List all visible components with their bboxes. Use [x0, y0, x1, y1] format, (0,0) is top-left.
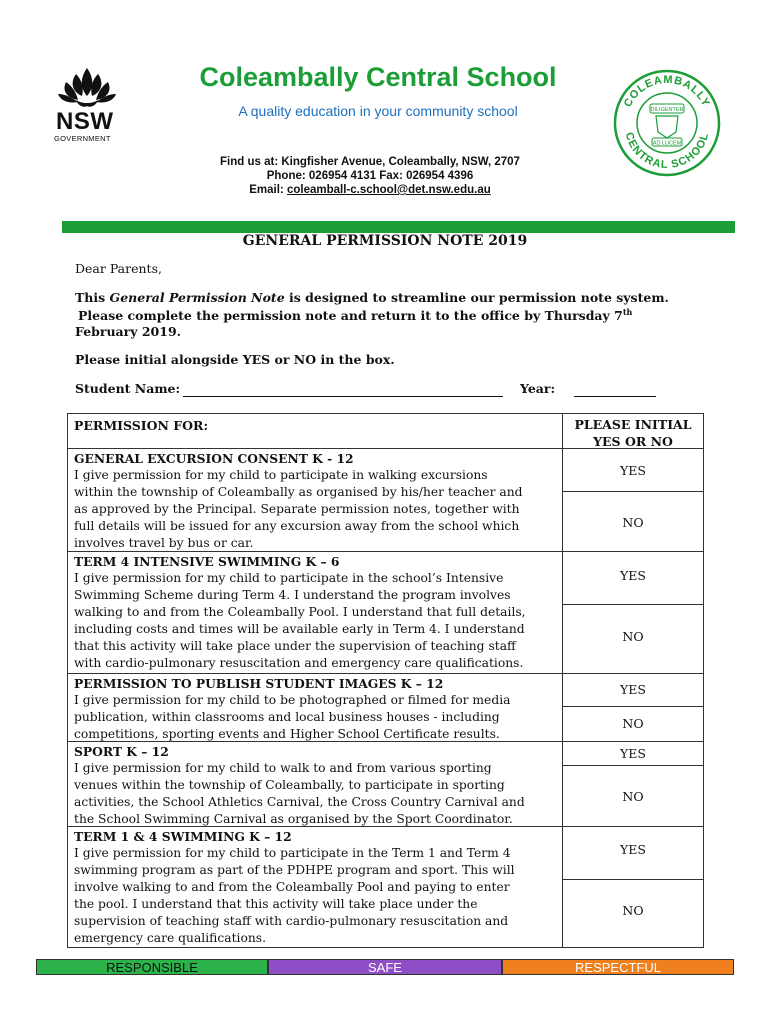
deadline-superscript: th	[622, 307, 633, 317]
initial-instruction: Please initial alongside YES or NO in the box.	[75, 352, 395, 367]
intro-paragraph-2	[78, 307, 632, 323]
row-line: involve walking to and from the Coleambally Pool and paying to enter	[74, 880, 510, 894]
permission-row-general-excursion	[74, 450, 556, 552]
yes-box[interactable]: YES	[620, 568, 646, 583]
student-name-label: Student Name:	[75, 381, 181, 396]
no-box[interactable]: NO	[622, 903, 644, 918]
no-box[interactable]: NO	[622, 515, 644, 530]
row-line: involves travel by bus or car.	[74, 536, 254, 550]
row-line: I give permission for my child to be photographed or filmed for media	[74, 693, 511, 707]
intro-text-end: is designed to streamline our permission note system.	[284, 290, 669, 305]
row-line: competitions, sporting events and Higher School Certificate results.	[74, 727, 500, 741]
row-line: publication, within classrooms and local business houses - including	[74, 710, 500, 724]
deadline-date: February 2019.	[75, 324, 181, 339]
crest-bottom-text: CENTRAL SCHOOL	[622, 131, 712, 172]
row-line: with cardio-pulmonary resuscitation and emergency care qualifications.	[74, 656, 524, 670]
row-line: swimming program as part of the PDHPE program and sport. This will	[74, 863, 515, 877]
email-label: Email:	[249, 184, 287, 196]
contact-email-line	[130, 184, 610, 196]
row-line: within the township of Coleambally as organised by his/her teacher and	[74, 485, 523, 499]
row-line: that this activity will take place under the supervision of teaching staff	[74, 639, 516, 653]
row-line: emergency care qualifications.	[74, 931, 267, 945]
no-box[interactable]: NO	[622, 629, 644, 644]
student-name-field[interactable]	[183, 396, 503, 397]
initial-column-header	[563, 416, 703, 450]
yes-box[interactable]: YES	[620, 746, 646, 761]
school-name: Coleambally Central School	[199, 62, 557, 92]
document-title: GENERAL PERMISSION NOTE 2019	[242, 233, 528, 249]
yes-box[interactable]: YES	[620, 682, 646, 697]
footer-respectful: RESPECTFUL	[502, 959, 734, 975]
nsw-government-label: GOVERNMENT	[54, 134, 111, 143]
row-line: I give permission for my child to participate in the Term 1 and Term 4	[74, 846, 511, 860]
permission-row-term1-4-swimming	[74, 828, 556, 947]
yes-box[interactable]: YES	[620, 463, 646, 478]
permission-row-sport	[74, 743, 556, 828]
row-line: I give permission for my child to participate in the school’s Intensive	[74, 571, 504, 585]
contact-address: Find us at: Kingfisher Avenue, Coleambally, NSW, 2707	[220, 156, 520, 168]
intro-text: This	[75, 290, 110, 305]
row-line: walking to and from the Coleambally Pool. I understand that full details,	[74, 605, 526, 619]
permission-row-publish-images	[74, 675, 556, 743]
deadline-text: Please complete the permission note and return it to the office by Thursday 7	[78, 308, 623, 324]
permission-row-term4-swimming	[74, 553, 556, 672]
row-heading: PERMISSION TO PUBLISH STUDENT IMAGES K – 12	[74, 676, 444, 691]
email-link[interactable]: coleamball-c.school@det.nsw.edu.au	[286, 184, 491, 196]
initial-header-line2: YES OR NO	[593, 434, 673, 449]
permission-table	[67, 413, 704, 948]
year-label: Year:	[520, 381, 556, 396]
year-field[interactable]	[574, 396, 656, 397]
contact-phone-fax: Phone: 026954 4131 Fax: 026954 4396	[266, 170, 474, 182]
row-line: the pool. I understand that this activity will take place under the	[74, 897, 478, 911]
row-heading: TERM 1 & 4 SWIMMING K – 12	[74, 829, 292, 844]
no-box[interactable]: NO	[622, 789, 644, 804]
initial-header-line1: PLEASE INITIAL	[574, 417, 692, 432]
row-line: activities, the School Athletics Carnival, the Cross Country Carnival and	[74, 795, 525, 809]
salutation: Dear Parents,	[75, 261, 162, 276]
crest-motto-bottom: AD LUCEM	[652, 140, 682, 147]
row-line: including costs and times will be available early in Term 4. I understand	[74, 622, 525, 636]
row-line: full details will be issued for any excursion away from the school which	[74, 519, 520, 533]
intro-italic-text: General Permission Note	[109, 290, 285, 305]
row-line: I give permission for my child to walk to and from various sporting	[74, 761, 492, 775]
yes-box[interactable]: YES	[620, 842, 646, 857]
crest-motto-top: DILIGENTER	[650, 107, 684, 113]
row-line: the School Swimming Carnival as organised by the Sport Coordinator.	[74, 812, 513, 826]
row-heading: SPORT K – 12	[74, 744, 169, 759]
nsw-wordmark: NSW	[56, 108, 114, 135]
footer-safe: SAFE	[268, 959, 502, 975]
no-box[interactable]: NO	[622, 716, 644, 731]
row-heading: TERM 4 INTENSIVE SWIMMING K – 6	[74, 554, 340, 569]
row-line: supervision of teaching staff with cardio-pulmonary resuscitation and	[74, 914, 509, 928]
intro-paragraph-1	[75, 290, 669, 305]
row-line: as approved by the Principal. Separate permission notes, together with	[74, 502, 520, 516]
school-crest-icon	[612, 68, 722, 178]
row-line: venues within the township of Coleambally, to participate in sporting	[74, 778, 505, 792]
permission-column-header: PERMISSION FOR:	[74, 418, 209, 433]
footer-responsible: RESPONSIBLE	[36, 959, 268, 975]
row-line: Swimming Scheme during Term 4. I understand the program involves	[74, 588, 511, 602]
row-heading: GENERAL EXCURSION CONSENT K - 12	[74, 451, 354, 466]
crest-top-text: COLEAMBALLY	[621, 73, 713, 110]
header-divider-bar	[62, 221, 735, 233]
school-tagline: A quality education in your community school	[238, 103, 518, 119]
row-line: I give permission for my child to participate in walking excursions	[74, 468, 488, 482]
